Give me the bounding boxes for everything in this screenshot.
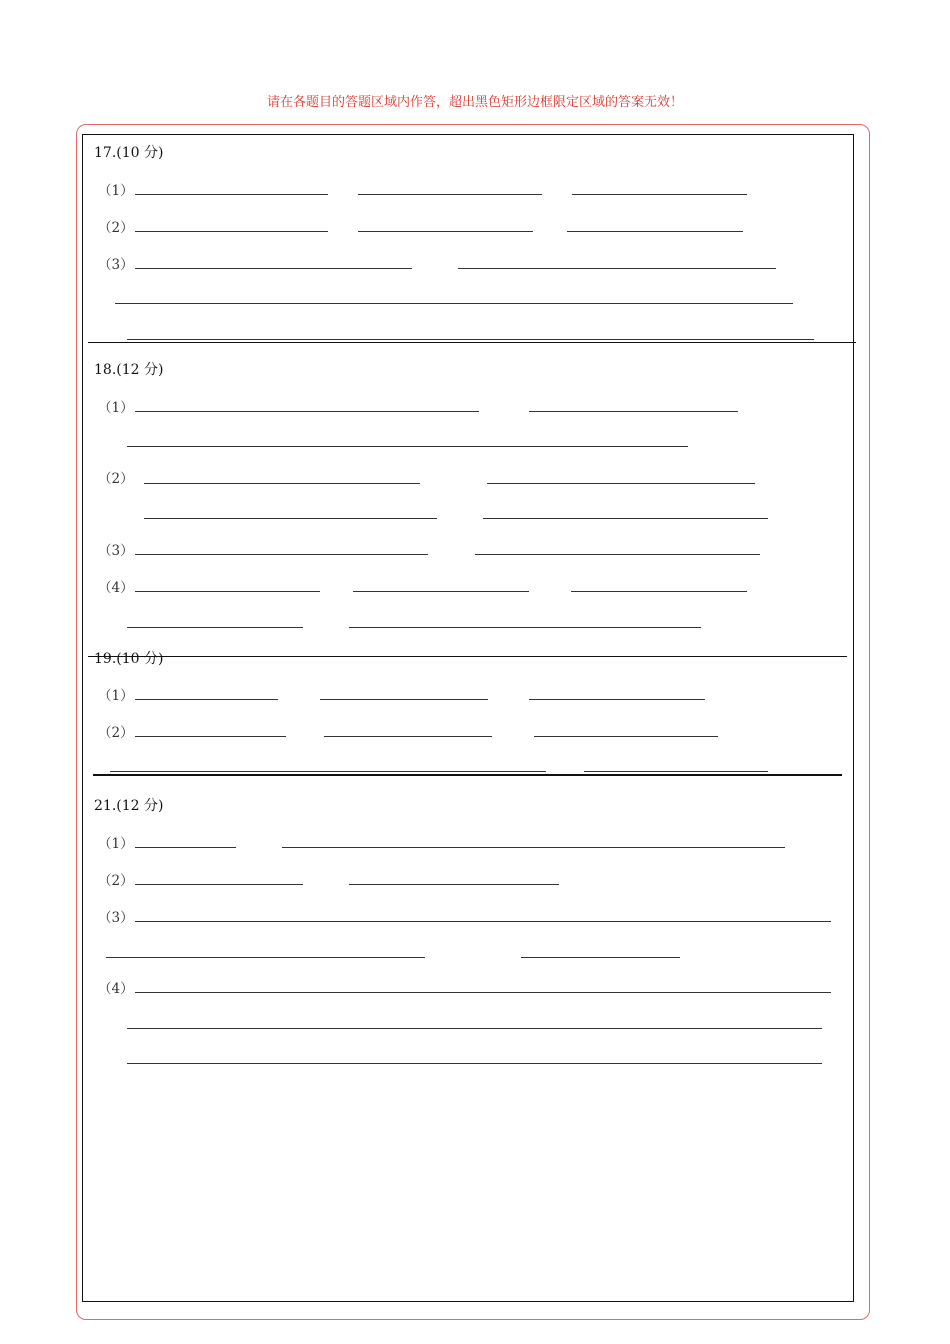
q21-3-answer-blank-3[interactable]: [521, 957, 680, 958]
q18-4-answer-blank-5[interactable]: [349, 627, 701, 628]
q19-1-answer-blank-1[interactable]: [135, 699, 278, 700]
q17-1-answer-blank-1[interactable]: [135, 194, 328, 195]
q19-2-answer-blank-2[interactable]: [324, 736, 492, 737]
q21-part-2-label: （2）: [98, 873, 134, 889]
q19-2-answer-blank-1[interactable]: [135, 736, 286, 737]
q21-3-answer-blank-1[interactable]: [135, 921, 831, 922]
q21-4-answer-blank-2[interactable]: [127, 1028, 822, 1029]
q19-2-answer-blank-4[interactable]: [110, 771, 546, 772]
q19-1-answer-blank-3[interactable]: [529, 699, 705, 700]
q18-2-answer-blank-3[interactable]: [144, 518, 437, 519]
q18-2-answer-blank-4[interactable]: [483, 518, 768, 519]
question-17-title: 17.(10 分): [94, 145, 164, 161]
q21-4-answer-blank-1[interactable]: [135, 992, 831, 993]
q18-2-answer-blank-1[interactable]: [144, 483, 420, 484]
q18-1-answer-blank-1[interactable]: [135, 411, 479, 412]
q18-1-answer-blank-2[interactable]: [529, 411, 738, 412]
q18-1-answer-blank-3[interactable]: [127, 446, 688, 447]
section-divider-19-21: [93, 774, 842, 776]
q19-1-answer-blank-2[interactable]: [320, 699, 488, 700]
section-divider-17-18: [88, 342, 856, 343]
section-divider-18-19: [88, 656, 847, 657]
q21-3-answer-blank-2[interactable]: [106, 957, 425, 958]
q21-2-answer-blank-1[interactable]: [135, 884, 303, 885]
q17-part-3-label: （3）: [98, 257, 134, 273]
q18-part-2-label: （2）: [98, 471, 134, 487]
question-19-title: 19.(10 分): [94, 651, 164, 667]
answer-area-boundary-box: [82, 134, 854, 1302]
q21-part-4-label: （4）: [98, 981, 134, 997]
q17-2-answer-blank-2[interactable]: [358, 231, 533, 232]
q19-2-answer-blank-3[interactable]: [534, 736, 718, 737]
q19-part-2-label: （2）: [98, 725, 134, 741]
q17-3-answer-blank-4[interactable]: [127, 339, 814, 340]
q18-4-answer-blank-1[interactable]: [135, 591, 320, 592]
q18-2-answer-blank-2[interactable]: [487, 483, 755, 484]
q19-part-1-label: （1）: [98, 688, 134, 704]
q18-4-answer-blank-2[interactable]: [353, 591, 529, 592]
q18-3-answer-blank-2[interactable]: [475, 554, 760, 555]
question-18-title: 18.(12 分): [94, 362, 164, 378]
q17-3-answer-blank-1[interactable]: [135, 268, 412, 269]
q17-3-answer-blank-3[interactable]: [115, 303, 793, 304]
q18-3-answer-blank-1[interactable]: [135, 554, 428, 555]
q17-3-answer-blank-2[interactable]: [458, 268, 776, 269]
q21-part-3-label: （3）: [98, 910, 134, 926]
q18-4-answer-blank-3[interactable]: [571, 591, 747, 592]
q21-1-answer-blank-1[interactable]: [135, 847, 236, 848]
q18-part-3-label: （3）: [98, 543, 134, 559]
q18-4-answer-blank-4[interactable]: [127, 627, 303, 628]
q21-2-answer-blank-2[interactable]: [349, 884, 559, 885]
q18-part-4-label: （4）: [98, 580, 134, 596]
q21-4-answer-blank-3[interactable]: [127, 1063, 822, 1064]
q17-part-1-label: （1）: [98, 183, 134, 199]
answer-area-notice: 请在各题目的答题区域内作答，超出黑色矩形边框限定区域的答案无效！: [266, 95, 683, 110]
q17-2-answer-blank-1[interactable]: [135, 231, 328, 232]
q19-2-answer-blank-5[interactable]: [584, 771, 768, 772]
q17-part-2-label: （2）: [98, 220, 134, 236]
q17-2-answer-blank-3[interactable]: [567, 231, 743, 232]
question-21-title: 21.(12 分): [94, 798, 164, 814]
q18-part-1-label: （1）: [98, 400, 134, 416]
q21-1-answer-blank-2[interactable]: [282, 847, 785, 848]
q21-part-1-label: （1）: [98, 836, 134, 852]
q17-1-answer-blank-2[interactable]: [358, 194, 542, 195]
q17-1-answer-blank-3[interactable]: [572, 194, 747, 195]
